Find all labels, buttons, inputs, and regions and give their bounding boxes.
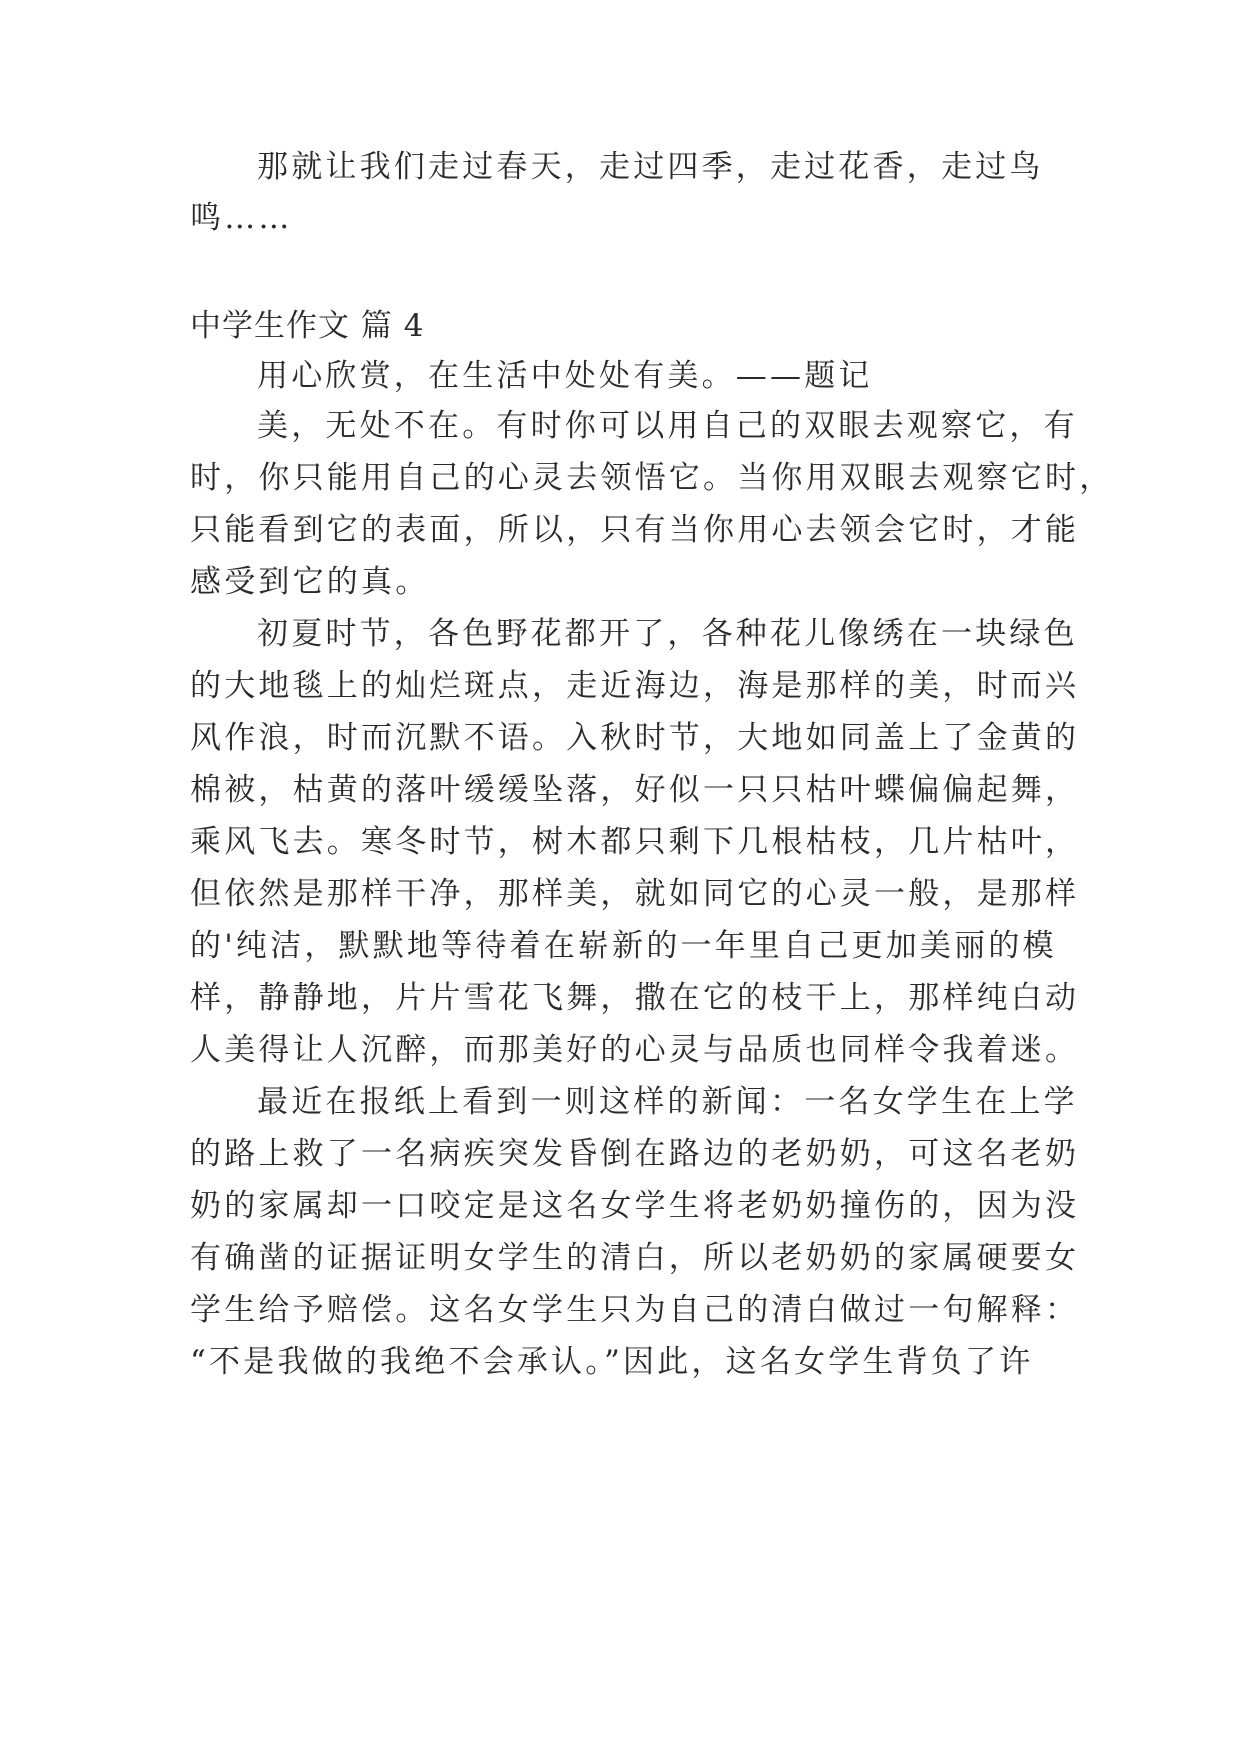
paragraph-1-line-3: 只能看到它的表面，所以，只有当你用心去领会它时，才能 [190, 512, 1080, 548]
paragraph-2-line-8: 样，静静地，片片雪花飞舞，撒在它的枝干上，那样纯白动 [190, 980, 1080, 1016]
paragraph-2-line-3: 风作浪，时而沉默不语。入秋时节，大地如同盖上了金黄的 [190, 720, 1080, 756]
paragraph-2-line-7: 的'纯洁，默默地等待着在崭新的一年里自己更加美丽的模 [190, 928, 1057, 964]
paragraph-3-line-1: 最近在报纸上看到一则这样的新闻：一名女学生在上学 [257, 1084, 1078, 1120]
paragraph-3-line-3: 奶的家属却一口咬定是这名女学生将老奶奶撞伤的，因为没 [190, 1188, 1080, 1224]
paragraph-3-line-4: 有确凿的证据证明女学生的清白，所以老奶奶的家属硬要女 [190, 1240, 1080, 1276]
paragraph-2-line-4: 棉被，枯黄的落叶缓缓坠落，好似一只只枯叶蝶偏偏起舞， [190, 772, 1080, 808]
paragraph-2-line-6: 但依然是那样干净，那样美，就如同它的心灵一般，是那样 [190, 876, 1080, 912]
epigraph: 用心欣赏，在生活中处处有美。——题记 [257, 358, 873, 394]
paragraph-2-line-9: 人美得让人沉醉，而那美好的心灵与品质也同样令我着迷。 [190, 1032, 1080, 1068]
paragraph-3-line-6: “不是我做的我绝不会承认。”因此，这名女学生背负了许 [190, 1344, 1034, 1380]
paragraph-1-line-2: 时，你只能用自己的心灵去领悟它。当你用双眼去观察它时， [190, 460, 1114, 496]
paragraph-2-line-5: 乘风飞去。寒冬时节，树木都只剩下几根枯枝，几片枯叶， [190, 824, 1080, 860]
intro-line-1: 那就让我们走过春天，走过四季，走过花香，走过鸟 [257, 149, 1044, 185]
section-title: 中学生作文 篇 4 [190, 308, 425, 344]
paragraph-1-line-4: 感受到它的真。 [190, 564, 430, 600]
paragraph-3-line-5: 学生给予赔偿。这名女学生只为自己的清白做过一句解释： [190, 1292, 1080, 1328]
paragraph-2-line-1: 初夏时节，各色野花都开了，各种花儿像绣在一块绿色 [257, 616, 1078, 652]
paragraph-2-line-2: 的大地毯上的灿烂斑点，走近海边，海是那样的美，时而兴 [190, 668, 1080, 704]
paragraph-1-line-1: 美，无处不在。有时你可以用自己的双眼去观察它，有 [257, 408, 1078, 444]
intro-line-2: 鸣…… [190, 200, 293, 236]
paragraph-3-line-2: 的路上救了一名病疾突发昏倒在路边的老奶奶，可这名老奶 [190, 1136, 1080, 1172]
